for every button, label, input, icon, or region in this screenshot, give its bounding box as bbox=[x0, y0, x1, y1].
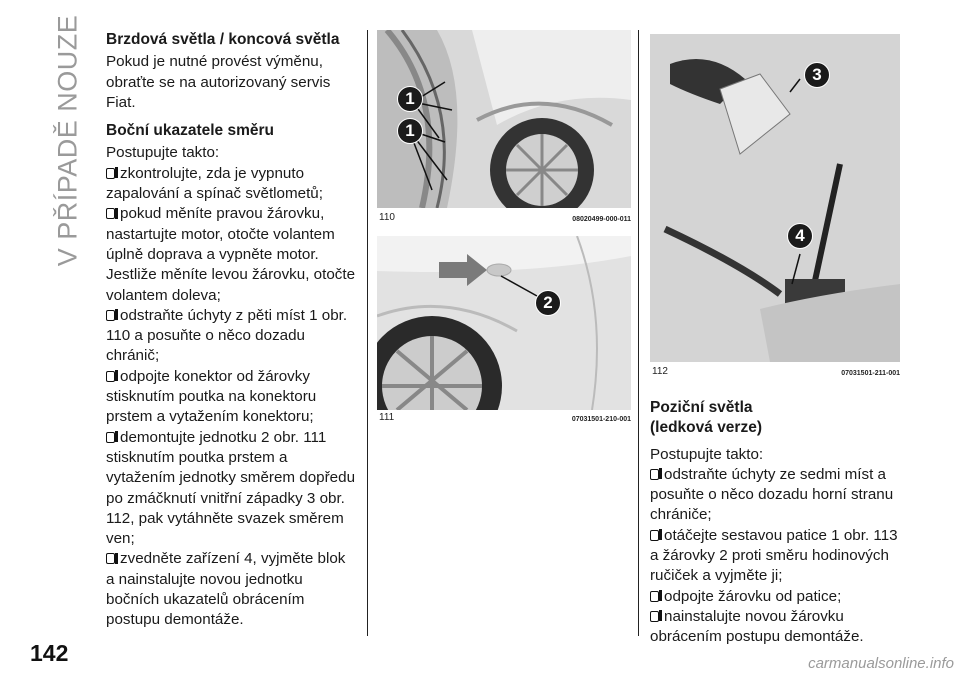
figure-number: 111 bbox=[379, 412, 395, 423]
page-number: 142 bbox=[30, 640, 69, 666]
figure-code: 07031501-210-001 bbox=[571, 416, 631, 423]
figure-caption bbox=[379, 412, 631, 423]
bullet-icon bbox=[650, 530, 659, 541]
list-item: odpojte žárovku od patice; bbox=[650, 587, 910, 607]
paragraph: Pokud je nutné provést výměnu, obraťte se na autorizovaný servis Fiat. bbox=[106, 53, 331, 111]
figure-110-image bbox=[377, 30, 631, 208]
column-divider bbox=[638, 30, 639, 636]
list-item: zvedněte zařízení 4, vyjměte blok a nainstalujte novou jednotku bočních ukazatelů obrácením postupu demontáže. bbox=[106, 550, 346, 629]
figure-code: 07031501-211-001 bbox=[841, 370, 900, 377]
bullet-icon bbox=[106, 208, 115, 219]
list-item: nainstalujte novou žárovku obrácením postupu demontáže. bbox=[650, 607, 864, 646]
section-heading: Brzdová světla / koncová světla bbox=[106, 31, 340, 48]
bullet-icon bbox=[106, 168, 115, 179]
callout-1-label: 1 bbox=[397, 118, 423, 144]
list-item: demontujte jednotku 2 obr. 111 stisknutím poutka prstem a vytažením jednotky směrem dopředu po zmáčknutí vnitřní západky 3 obr. 112, pak vytáhněte svazek směrem ven; bbox=[106, 428, 356, 548]
list-item: odstraňte úchyty ze sedmi míst a posuňte o něco dozadu horní stranu chrániče; bbox=[650, 465, 894, 524]
paragraph: Postupujte takto: bbox=[650, 445, 764, 463]
chapter-side-title: V PŘÍPADĚ NOUZE bbox=[52, 14, 83, 266]
bullet-icon bbox=[106, 371, 115, 382]
paragraph: Postupujte takto: bbox=[106, 144, 220, 162]
figure-code: 08020499-000-011 bbox=[572, 216, 631, 223]
callout-4-label: 4 bbox=[787, 223, 813, 249]
list-item: zkontrolujte, zda je vypnuto zapalování a spínač světlometů; bbox=[106, 164, 323, 203]
watermark: carmanualsonline.info bbox=[808, 655, 954, 672]
section-heading: Boční ukazatele směru bbox=[106, 122, 274, 140]
figure-caption bbox=[652, 366, 900, 377]
figure-number: 110 bbox=[379, 212, 395, 223]
section-heading: Poziční světla (ledková verze) bbox=[650, 399, 762, 437]
bullet-icon bbox=[650, 591, 659, 602]
list-item: pokud měníte pravou žárovku, nastartujte motor, otočte volantem úplně doprava a vypněte motor. Jestliže měníte levou žárovku, otočte volantem doleva; bbox=[106, 205, 356, 304]
figure-caption bbox=[379, 212, 631, 223]
list-item: otáčejte sestavou patice 1 obr. 113 a žárovky 2 proti směru hodinových ručiček a vyjměte ji; bbox=[650, 526, 898, 585]
indicator-removal-illustration bbox=[650, 34, 900, 362]
side-indicator-illustration bbox=[377, 236, 631, 410]
figure-number: 112 bbox=[652, 366, 668, 377]
bullet-icon bbox=[650, 469, 659, 480]
callout-2-label: 2 bbox=[535, 290, 561, 316]
right-text-column bbox=[650, 398, 910, 648]
bullet-icon bbox=[650, 611, 659, 622]
figure-111-image bbox=[377, 236, 631, 410]
list-item: odstraňte úchyty z pěti míst 1 obr. 110 a posuňte o něco dozadu chránič; bbox=[106, 306, 348, 365]
left-text-column bbox=[106, 30, 356, 631]
callout-3-label: 3 bbox=[804, 62, 830, 88]
bullet-icon bbox=[106, 553, 115, 564]
list-item: odpojte konektor od žárovky stisknutím poutka na konektoru prstem a vytažením konektoru; bbox=[106, 367, 317, 426]
callout-1-label: 1 bbox=[397, 86, 423, 112]
bullet-icon bbox=[106, 310, 115, 321]
column-divider bbox=[367, 30, 368, 636]
bullet-icon bbox=[106, 432, 115, 443]
figure-112-image bbox=[650, 34, 900, 362]
